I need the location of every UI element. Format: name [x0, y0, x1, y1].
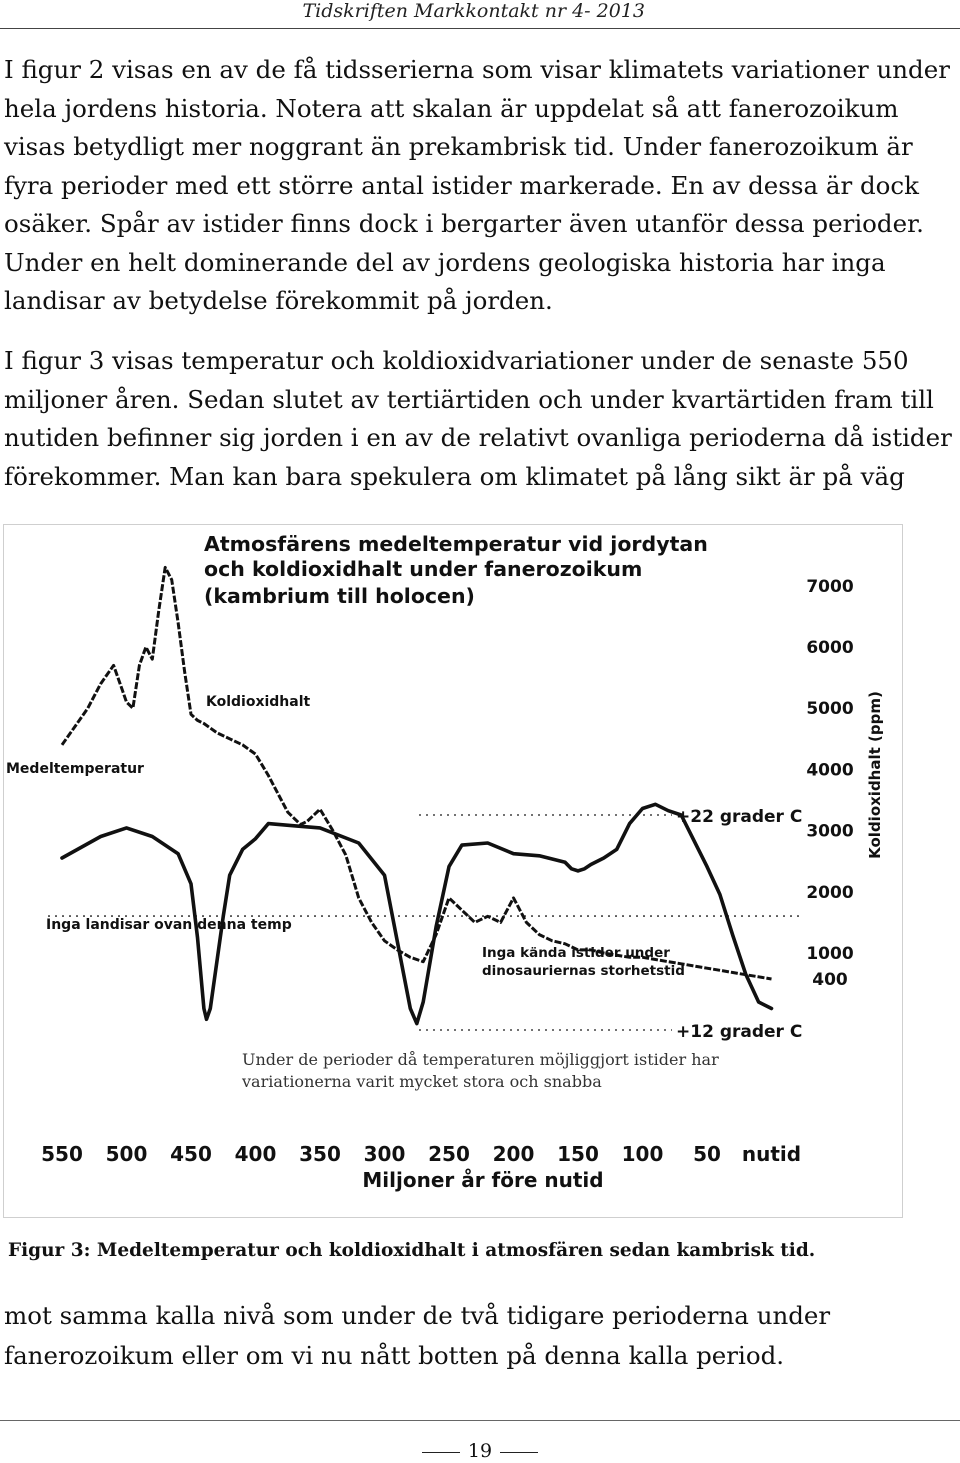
temperature-co2-chart — [4, 525, 902, 1217]
x-tick-label: 500 — [105, 1142, 148, 1166]
variation-note-line-1: Under de perioder då temperaturen möjliggjort istider har — [242, 1050, 719, 1069]
temp-upper-label: +22 grader C — [676, 807, 803, 827]
paragraph-2: I figur 3 visas temperatur och koldioxidvariationer under de senaste 550 miljoner åren. Sedan slutet av tertiärtiden och under kvartärtiden fram till nutiden befinner sig jorden i en av de relativt ovanliga perioderna då istider förekommer. Man kan bara spekulera om klimatet på lång sikt är på väg — [4, 346, 952, 491]
x-tick-label: 250 — [428, 1142, 470, 1166]
header-rule — [0, 28, 960, 29]
y-tick-label: 4000 — [806, 760, 854, 781]
x-tick-label: 200 — [492, 1142, 535, 1166]
page-number — [0, 1440, 960, 1462]
temp-lower-label: +12 grader C — [676, 1022, 803, 1042]
figure-caption: Figur 3: Medeltemperatur och koldioxidhalt i atmosfären sedan kambrisk tid. — [8, 1240, 816, 1261]
paragraph-3: mot samma kalla nivå som under de två tidigare perioderna under fanerozoikum eller om vi nu nått botten på denna kalla period. — [4, 1301, 831, 1370]
y-tick-label: 400 — [812, 970, 848, 990]
temperature-series-label: Medeltemperatur — [6, 761, 144, 777]
page-number-value: 19 — [467, 1440, 493, 1462]
chart-title-line-1: Atmosfärens medeltemperatur vid jordytan — [204, 532, 708, 556]
x-tick-label: 450 — [170, 1142, 212, 1166]
x-tick-label: 100 — [621, 1142, 664, 1166]
chart-title-line-2: och koldioxidhalt under fanerozoikum — [204, 557, 643, 581]
y-tick-label: 5000 — [806, 699, 854, 720]
no-ice-threshold-label: Inga landisar ovan denna temp — [46, 917, 292, 933]
co2-series-label: Koldioxidhalt — [206, 694, 311, 710]
footer-rule — [0, 1420, 960, 1421]
y-tick-label: 7000 — [806, 576, 854, 597]
x-tick-label: 150 — [557, 1142, 599, 1166]
x-tick-label: 350 — [299, 1142, 341, 1166]
y-tick-label: 1000 — [806, 944, 854, 964]
dinosaur-note-line-1: Inga kända istider under — [482, 945, 670, 961]
x-tick-label: 400 — [234, 1142, 277, 1166]
co2-axis-title: Koldioxidhalt (ppm) — [866, 691, 884, 859]
y-tick-label: 6000 — [806, 638, 854, 658]
x-tick-label: 300 — [363, 1142, 406, 1166]
page-dash-right — [500, 1452, 538, 1453]
page-dash-left — [422, 1452, 460, 1453]
temperature-series-line — [62, 804, 772, 1023]
x-tick-label: nutid — [741, 1142, 802, 1166]
variation-note-line-2: variationerna varit mycket stora och snabba — [242, 1072, 602, 1091]
y-tick-label: 3000 — [806, 821, 854, 842]
dinosaur-note-line-2: dinosauriernas storhetstid — [482, 963, 685, 979]
x-tick-label: 50 — [693, 1142, 721, 1166]
x-axis-title: Miljoner år före nutid — [362, 1168, 604, 1192]
x-tick-label: 550 — [41, 1142, 83, 1166]
y-tick-label: 2000 — [806, 882, 854, 903]
journal-header: Tidskriften Markkontakt nr 4- 2013 — [302, 0, 645, 22]
chart-title-line-3: (kambrium till holocen) — [204, 584, 475, 608]
paragraph-1: I figur 2 visas en av de få tidsserierna som visar klimatets variationer under hela jordens historia. Notera att skalan är uppdelat så att fanerozoikum visas betydligt mer noggrant än prekambrisk tid. Under fanerozoikum är fyra perioder med ett större antal istider markerade. En av dessa är dock osäker. Spår av istider finns dock i bergarter även utanför dessa perioder. Under en helt dominerande del av jordens geologiska historia har inga landisar av betydelse förekommit på jorden. — [4, 55, 950, 315]
figure-3 — [3, 524, 903, 1218]
